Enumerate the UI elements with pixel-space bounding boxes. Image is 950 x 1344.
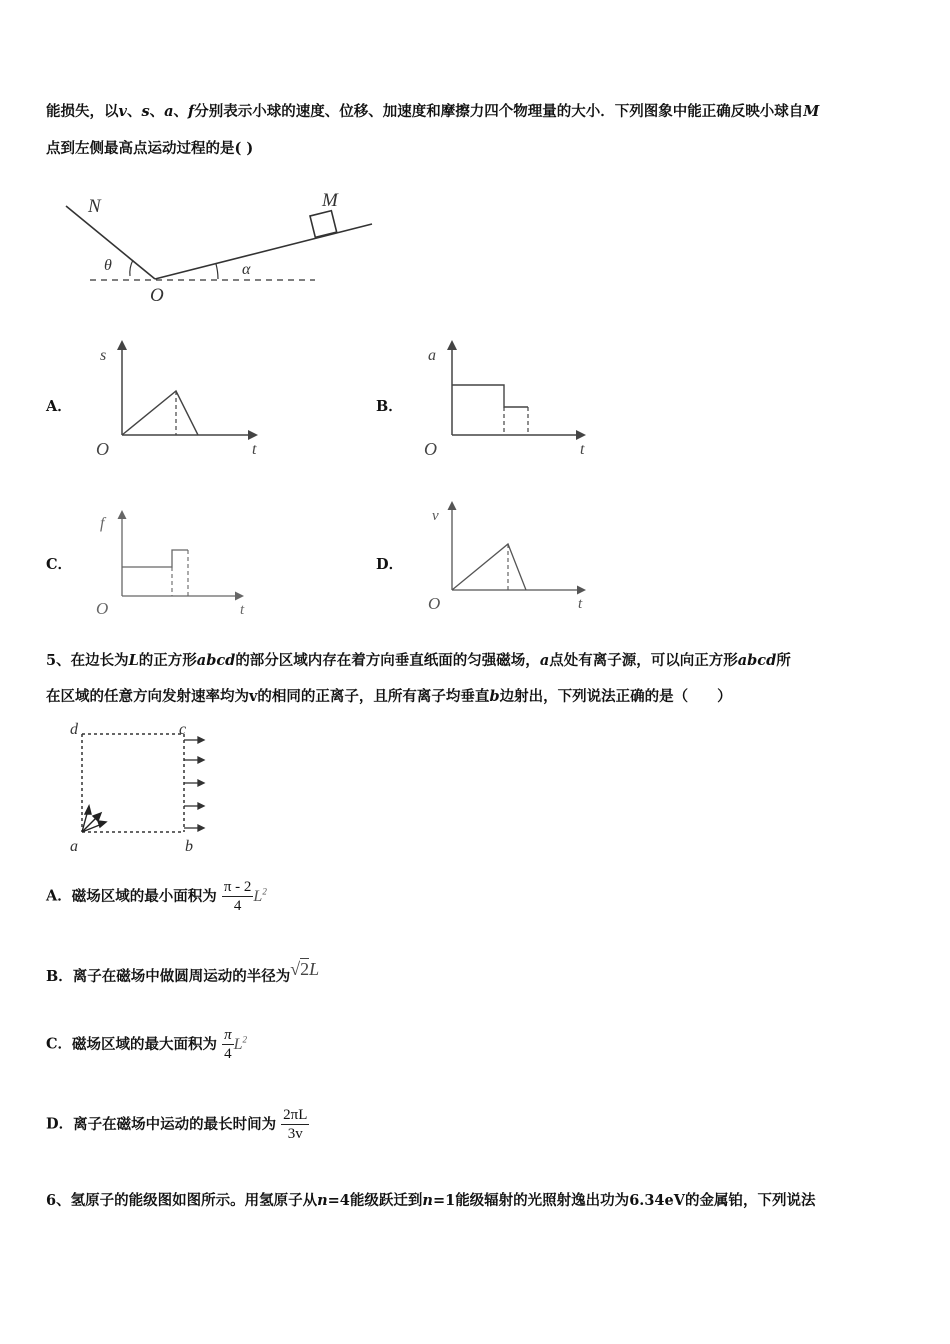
fraction-denominator: 4 xyxy=(233,898,242,914)
exponent: 2 xyxy=(262,886,267,897)
var-L: L xyxy=(253,888,263,906)
q6-text: 能级辐射的光照射逸出功为 xyxy=(455,1192,630,1209)
sep: 、 xyxy=(149,103,165,120)
graph-b-xlabel: t xyxy=(580,441,585,458)
label-O: O xyxy=(150,285,164,306)
fraction xyxy=(222,1026,234,1063)
incline-figure xyxy=(60,180,390,310)
q5-text: 的正方形 xyxy=(138,652,197,669)
q4-line2: 点到左侧最高点运动过程的是( ) xyxy=(46,140,254,157)
graph-b-ylabel: a xyxy=(428,347,436,364)
var-abcd: abcd xyxy=(196,652,236,669)
exponent: 2 xyxy=(242,1034,248,1045)
q5-text: 在边长为 xyxy=(70,652,129,669)
math-L xyxy=(234,1036,247,1053)
label-alpha: α xyxy=(242,261,251,278)
math-L xyxy=(253,888,266,905)
label-b: b xyxy=(185,838,193,855)
sqrt-icon: √ xyxy=(290,959,301,979)
fraction-denominator: 4 xyxy=(224,1046,232,1062)
var-v: v xyxy=(118,103,127,120)
fraction-numerator: π xyxy=(224,1027,232,1043)
fraction-denominator: 3v xyxy=(287,1126,303,1142)
graph-c xyxy=(90,500,270,625)
label-theta: θ xyxy=(104,257,112,274)
var-L: L xyxy=(233,1036,243,1054)
option-text: 磁场区域的最大面积为 xyxy=(72,1035,218,1053)
var-L: L xyxy=(309,959,320,979)
q5-option-d xyxy=(46,1106,309,1143)
graph-a xyxy=(90,338,270,463)
graph-c-ylabel: f xyxy=(100,515,105,532)
q4-option-d-letter: D． xyxy=(376,556,404,573)
option-letter: C． xyxy=(46,1035,73,1053)
label-M: M xyxy=(322,190,338,211)
q5-text: 的部分区域内存在着方向垂直纸面的匀强磁场， xyxy=(235,652,540,669)
var-b: b xyxy=(489,688,500,705)
q5-line1 xyxy=(46,652,791,669)
graph-d-origin: O xyxy=(428,594,441,613)
var-f: f xyxy=(188,103,195,120)
graph-c-origin: O xyxy=(96,599,109,618)
graph-a-xlabel: t xyxy=(252,441,257,458)
q4-option-b-letter: B． xyxy=(376,398,403,415)
q4-option-a-letter: A． xyxy=(46,398,72,415)
q4-line1 xyxy=(46,103,819,120)
q5-text: 边射出，下列说法正确的是（ ） xyxy=(499,688,732,705)
q6-line1 xyxy=(46,1192,815,1209)
graph-a-origin: O xyxy=(96,439,109,459)
q5-text: 在区域的任意方向发射速率均为v的相同的正离子，且所有离子均垂直 xyxy=(46,688,490,705)
fraction xyxy=(281,1106,309,1143)
sep: 、 xyxy=(173,103,189,120)
label-d: d xyxy=(70,721,78,738)
square-figure xyxy=(62,720,222,860)
option-letter: D． xyxy=(46,1115,74,1133)
q6-text: 能级跃迁到 xyxy=(349,1192,423,1209)
graph-d-xlabel: t xyxy=(578,596,583,612)
q5-text: 所 xyxy=(776,652,791,669)
label-c: c xyxy=(179,721,187,738)
work-function: 6.34eV xyxy=(629,1192,685,1209)
var-a: a xyxy=(539,652,550,669)
fraction xyxy=(222,878,254,915)
q5-number: 5、 xyxy=(46,652,71,669)
sep: 、 xyxy=(126,103,142,120)
graph-d-ylabel: v xyxy=(432,508,439,524)
label-N: N xyxy=(88,196,101,217)
q6-value: =1 xyxy=(432,1192,456,1209)
q5-option-c xyxy=(46,1026,247,1063)
var-M: M xyxy=(803,103,820,120)
graph-d xyxy=(420,496,600,621)
sqrt-radicand: 2 xyxy=(300,959,310,979)
q6-number: 6、 xyxy=(46,1192,71,1209)
var-n: n xyxy=(422,1192,433,1209)
q6-text: 氢原子的能级图如图所示。用氢原子从 xyxy=(70,1192,318,1209)
q5-option-b xyxy=(46,959,320,987)
option-letter: B． xyxy=(46,968,73,985)
fraction-numerator: 2πL xyxy=(283,1107,308,1123)
var-s: s xyxy=(141,103,150,120)
q6-text: 的金属铂，下列说法 xyxy=(684,1192,816,1209)
q6-value: =4 xyxy=(327,1192,350,1209)
q5-option-a xyxy=(46,878,267,915)
graph-c-xlabel: t xyxy=(240,602,245,618)
graph-b xyxy=(420,338,600,463)
option-text: 离子在磁场中运动的最长时间为 xyxy=(73,1115,277,1133)
var-L: L xyxy=(128,652,139,669)
q4-text: 能损失，以 xyxy=(46,103,119,120)
label-a: a xyxy=(70,838,78,855)
q4-text: 分别表示小球的速度、位移、加速度和摩擦力四个物理量的大小．下列图象中能正确反映小球自 xyxy=(194,103,804,120)
q5-text: 点处有离子源，可以向正方形 xyxy=(549,652,738,669)
sqrt-expression xyxy=(290,959,319,979)
q4-option-c-letter: C． xyxy=(46,556,73,573)
option-text: 离子在磁场中做圆周运动的半径为 xyxy=(72,968,291,985)
graph-b-origin: O xyxy=(424,439,437,459)
fraction-numerator: π - 2 xyxy=(223,879,252,895)
var-n: n xyxy=(317,1192,328,1209)
option-letter: A． xyxy=(46,887,72,905)
var-a: a xyxy=(164,103,174,120)
option-text: 磁场区域的最小面积为 xyxy=(71,887,217,905)
graph-a-ylabel: s xyxy=(100,347,107,364)
q5-line2 xyxy=(46,688,732,705)
var-abcd: abcd xyxy=(737,652,777,669)
